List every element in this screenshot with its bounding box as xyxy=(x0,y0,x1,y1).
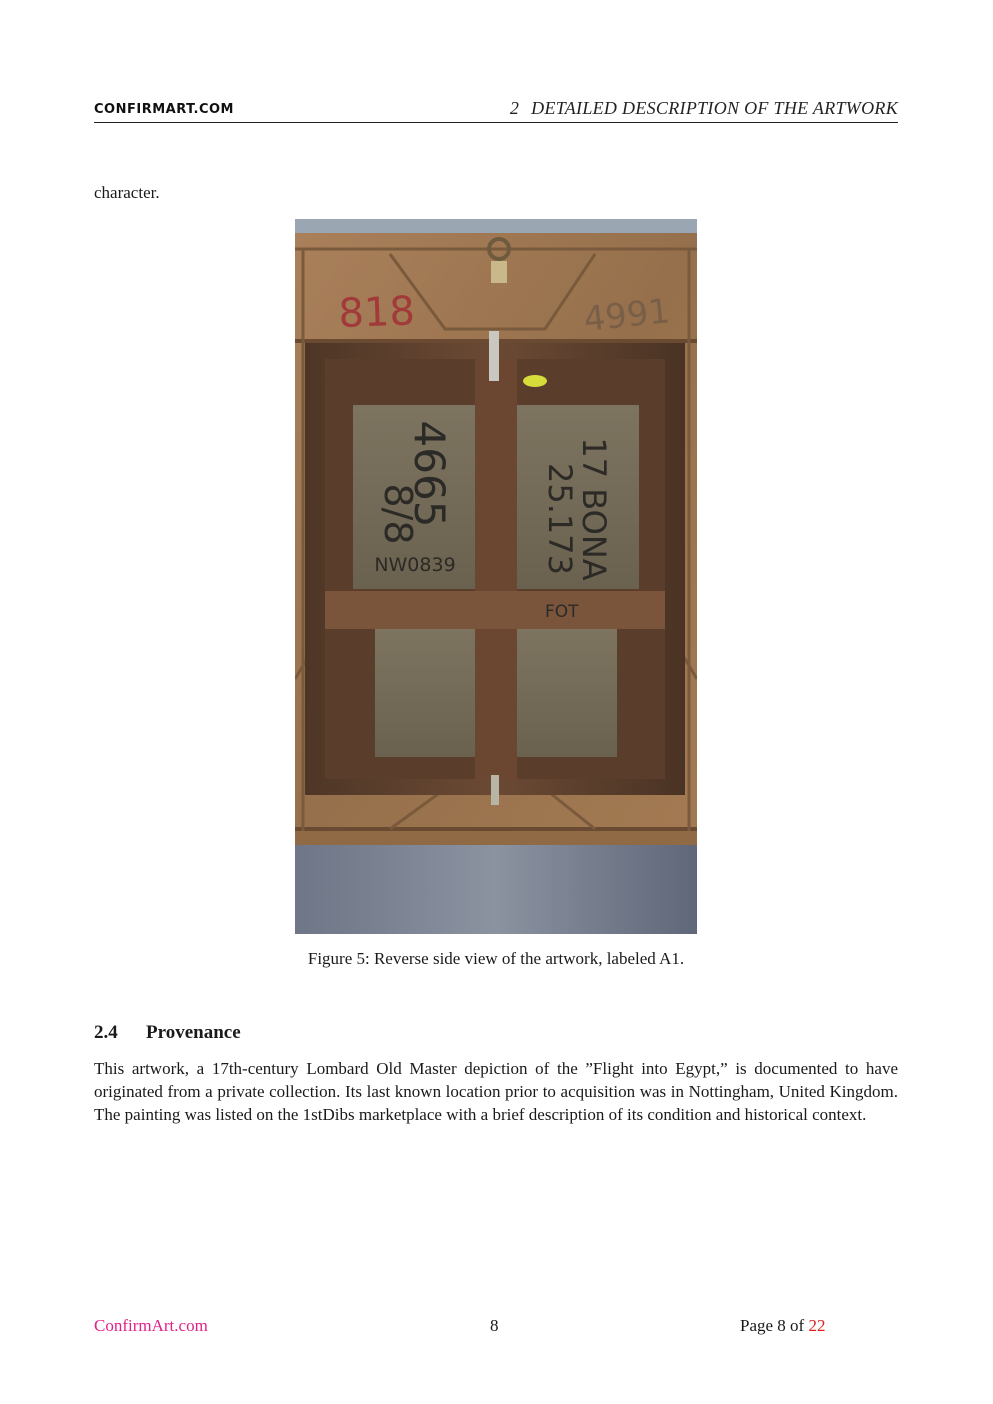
artwork-reverse-illustration xyxy=(295,219,697,934)
artwork-reverse-photo xyxy=(295,219,697,934)
running-section-name: DETAILED DESCRIPTION OF THE ARTWORK xyxy=(531,98,898,118)
confirmart-logo: CONFIRMART.COM xyxy=(94,102,234,117)
running-header xyxy=(94,98,898,123)
section-number: 2.4 xyxy=(94,1022,118,1043)
figure-caption: Figure 5: Reverse side view of the artwork, labeled A1. xyxy=(307,949,685,968)
footer-total-pages[interactable]: 22 xyxy=(808,1316,826,1335)
canvas-panel-bottom-right xyxy=(517,629,617,757)
frame-inscription-top-right: 4991 xyxy=(581,291,672,340)
continuation-text: character. xyxy=(94,183,160,202)
top-clip xyxy=(489,331,499,381)
footer-page-count xyxy=(740,1316,825,1336)
running-section-title xyxy=(510,98,898,119)
provenance-paragraph: This artwork, a 17th-century Lombard Old Master depiction of the ”Flight into Egypt,” is documented to have originated from a private collection. Its last known location prior to acquisition was in Nottingham, United Kingdom. The painting was listed on the 1stDibs marketplace with a brief description of its condition and historical context. xyxy=(94,1059,898,1124)
panel-inscription-8-8: 8/8 xyxy=(376,483,420,545)
section-heading xyxy=(94,1022,241,1044)
running-section-number: 2 xyxy=(509,98,520,118)
panel-inscription-25-173: 25.173 xyxy=(541,463,579,575)
crossbar-inscription: FOT xyxy=(545,602,579,622)
background-wall xyxy=(295,219,697,235)
footer-site-link[interactable]: ConfirmArt.com xyxy=(94,1316,208,1335)
bottom-clip xyxy=(491,775,499,805)
panel-inscription-4665: 4665 xyxy=(405,420,454,528)
vertical-crossbar xyxy=(475,359,517,779)
footer-page-number: 8 xyxy=(490,1316,499,1335)
panel-inscription-nw0839: NW0839 xyxy=(374,554,456,576)
yellow-tag xyxy=(523,375,547,387)
panel-inscription-17-bona: 17 BONA xyxy=(575,437,613,581)
hanging-bracket xyxy=(491,261,507,283)
frame-inscription-top-left: 818 xyxy=(337,288,416,337)
canvas-panel-bottom-left xyxy=(375,629,475,757)
footer-page-label: Page 8 of xyxy=(740,1316,809,1335)
section-title: Provenance xyxy=(146,1022,241,1043)
horizontal-crossbar xyxy=(325,591,665,629)
carpet-floor xyxy=(295,843,697,934)
